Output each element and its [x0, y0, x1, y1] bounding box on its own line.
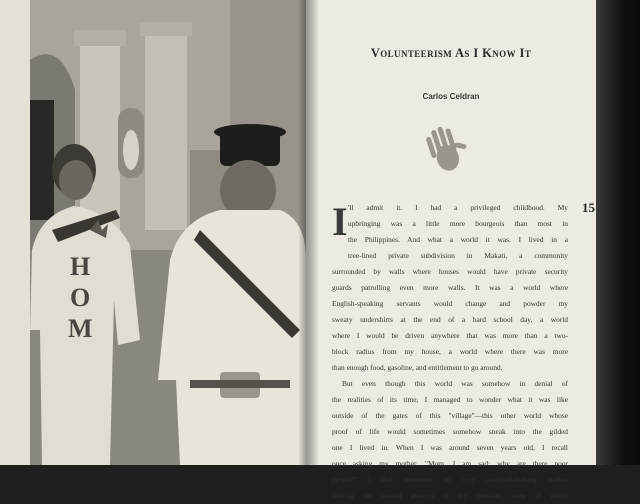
- shirt-letter-o: O: [70, 283, 91, 312]
- drop-cap: I: [332, 199, 348, 244]
- shirt-letter-h: H: [70, 252, 91, 281]
- text-line: guards patrolling even more walls. It was a world where: [332, 283, 568, 292]
- text-line: once asking my mother, "Mom, I am sad; why are there poor: [332, 459, 568, 468]
- handprint-icon: [421, 122, 471, 176]
- text-line: tree-lined private subdivision in Makati, a community: [348, 251, 568, 260]
- chapter-title: Volunteerism As I Know It: [370, 46, 532, 60]
- text-line: the Philippines. And what a world it was. I lived in a: [348, 235, 568, 244]
- left-page: [0, 0, 306, 465]
- right-page: [306, 0, 596, 500]
- text-line: dishing out several answers to my question, none of which: [332, 491, 568, 500]
- text-line: one I lived in. When I was around seven years old, I recall: [332, 443, 568, 452]
- book-edge-shadow: [596, 0, 640, 465]
- text-line: the realities of its time, I managed to wonder what it was like: [332, 395, 568, 404]
- text-line: people?" I also remember my very confused-looking mother: [332, 475, 568, 484]
- text-line: block radius from my house, a world where there was more: [332, 347, 568, 356]
- page-number: 15: [582, 200, 595, 215]
- text-line: than enough food, gasoline, and entitlement to go around.: [332, 363, 503, 372]
- text-line: surrounded by walls where houses would have private security: [332, 267, 568, 276]
- text-line: proof of life would sometimes somehow sneak into the gilded: [332, 427, 568, 436]
- text-line: sweaty undershirts at the end of a hard school day, a world: [332, 315, 568, 324]
- body-text: [332, 200, 568, 504]
- text-line: outside of the gates of this "village"—this other world whose: [332, 411, 568, 420]
- text-line: where I would be driven anywhere that was more than a two-: [332, 331, 568, 340]
- text-line: 'll admit it. I had a privileged childhood. My: [348, 203, 568, 212]
- text-line: upbringing was a little more bourgeois than most in: [348, 219, 568, 228]
- photo-men-at-church: [30, 0, 306, 465]
- text-line: English-speaking servants would change and powder my: [332, 299, 568, 308]
- shirt-letter-m: M: [68, 314, 93, 343]
- book-gutter: [298, 0, 318, 465]
- text-line: But even though this world was somehow in denial of: [342, 379, 568, 388]
- author-name: Carlos Celdran: [422, 92, 480, 101]
